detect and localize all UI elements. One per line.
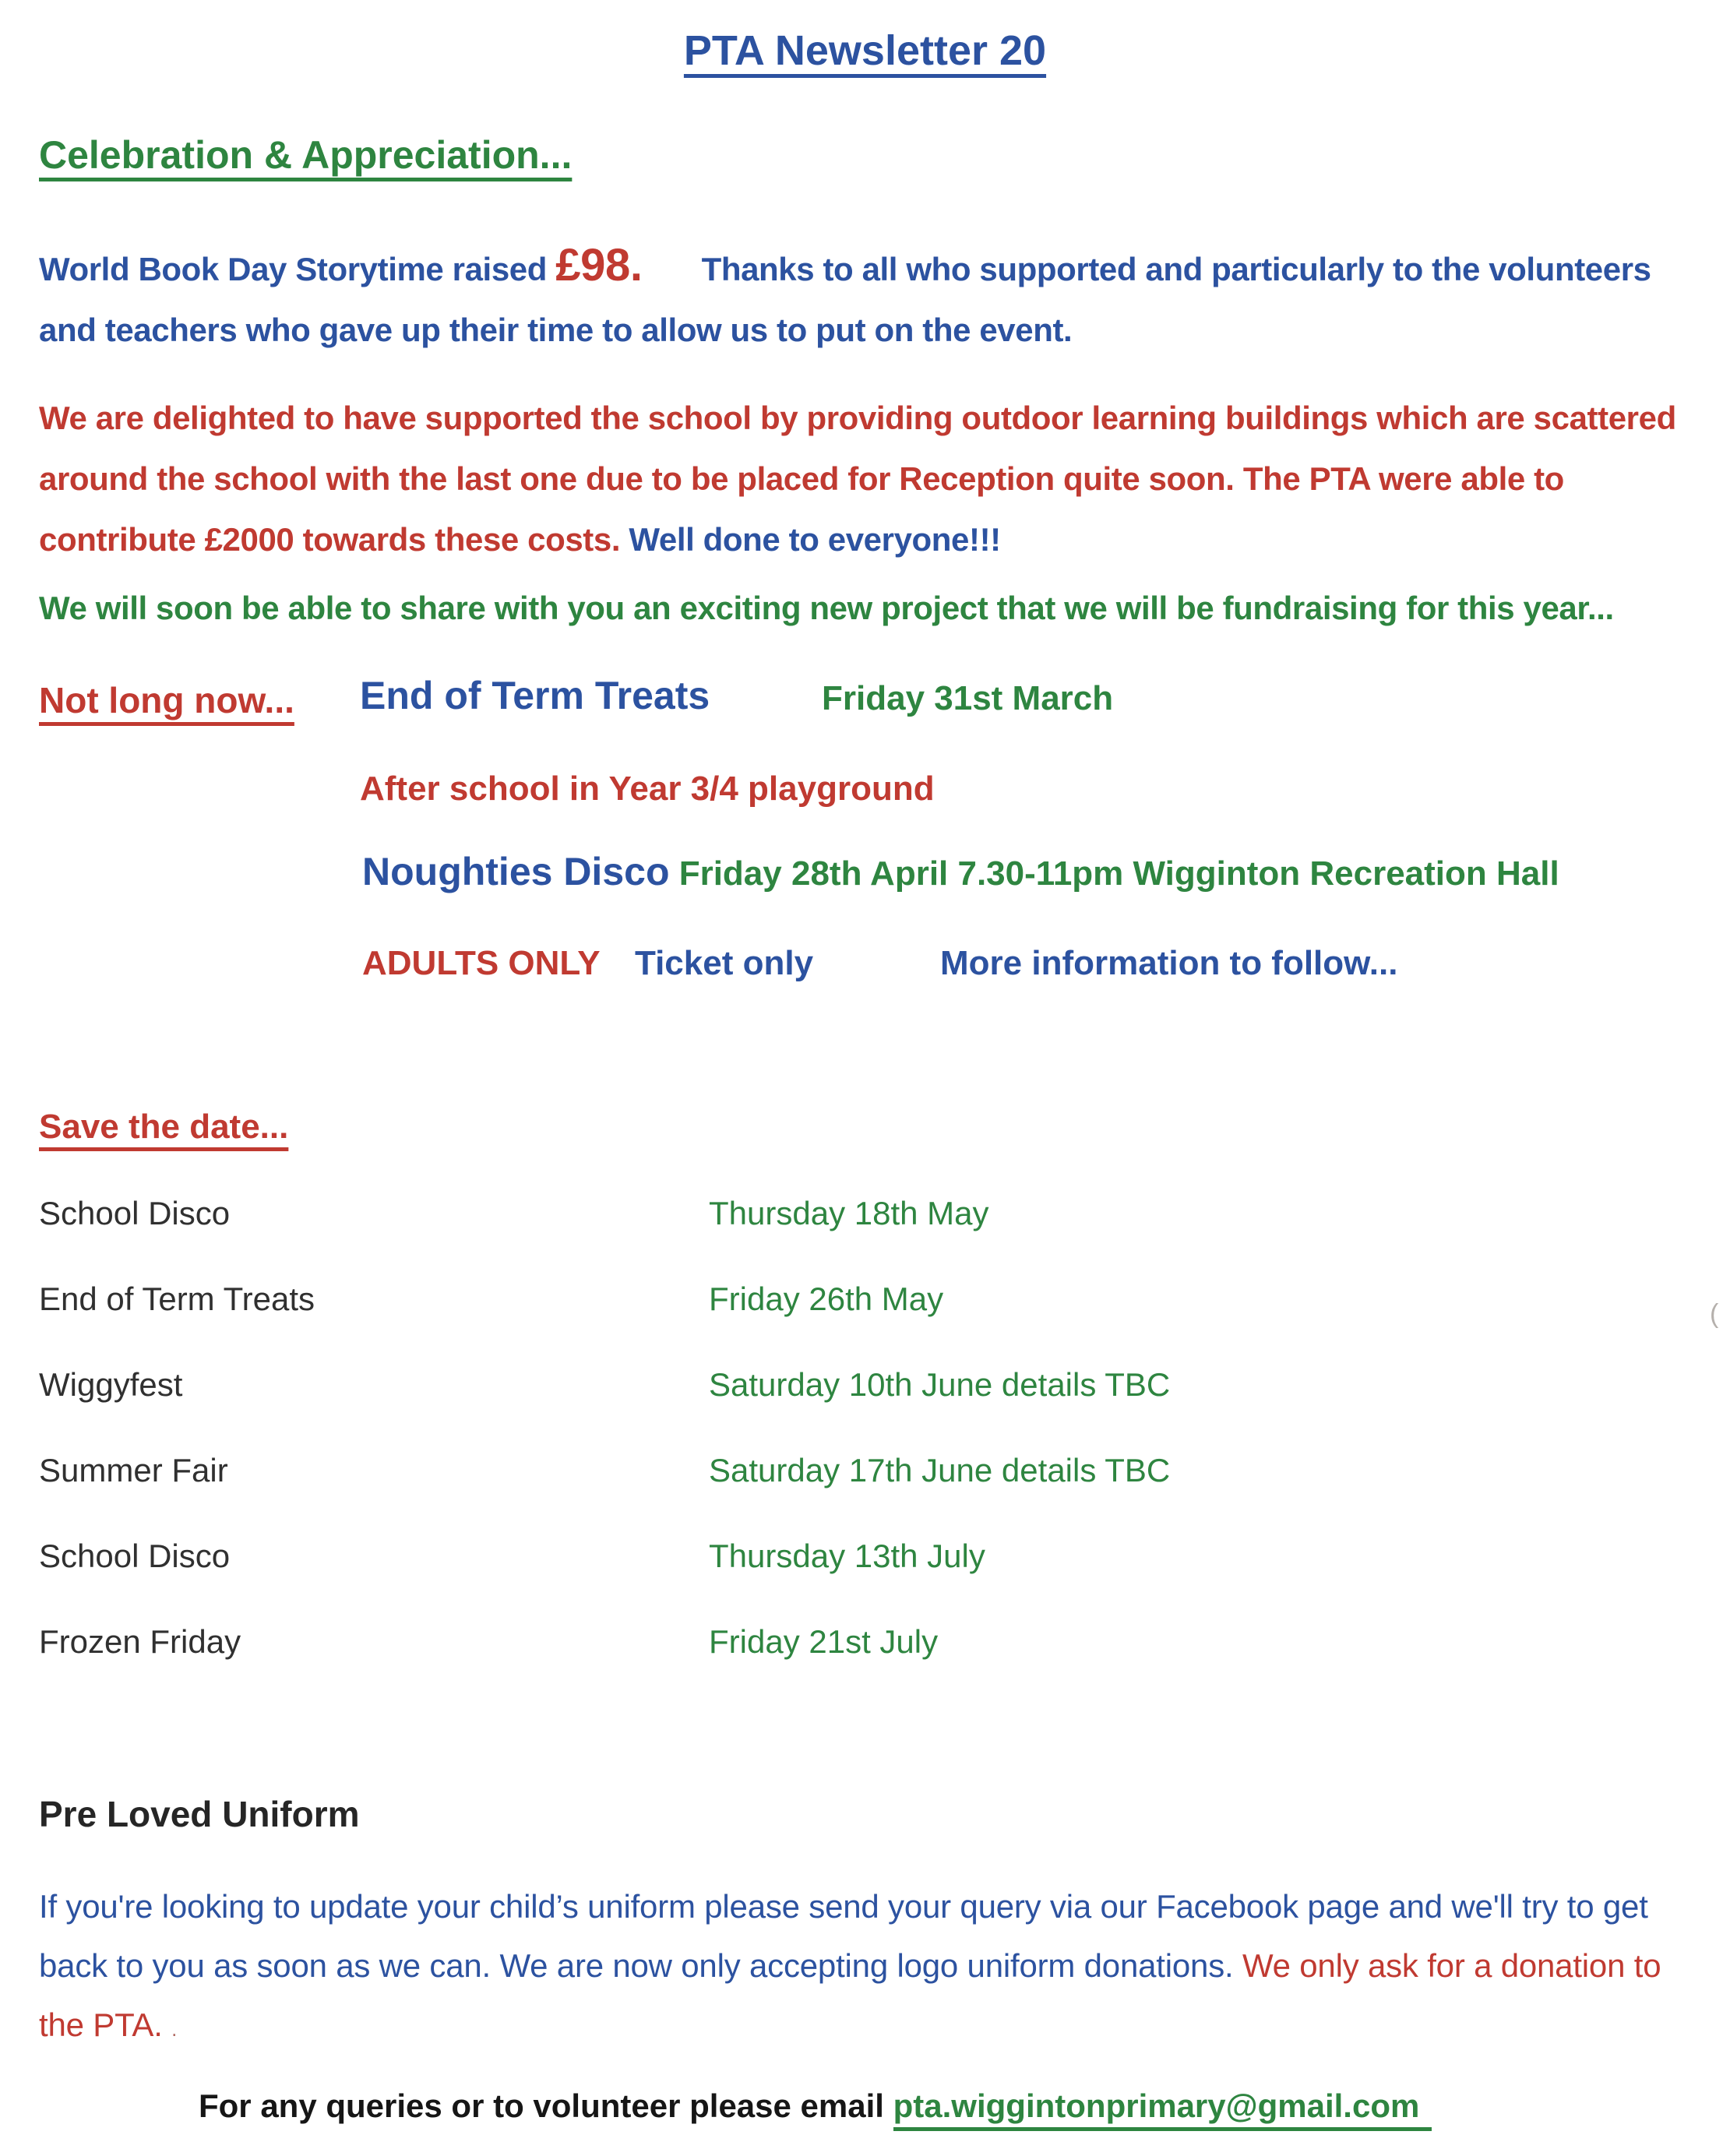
donation-note-text: We only ask for a donation to the PTA. [39, 1947, 1661, 2043]
page-title [0, 26, 1730, 75]
not-long-now-heading: Not long now... [39, 680, 294, 720]
world-book-day-lead: World Book Day Storytime raised [39, 251, 556, 287]
pre-loved-uniform-heading: Pre Loved Uniform [39, 1794, 360, 1834]
event-row [39, 1281, 1402, 1366]
pre-loved-uniform-paragraph [39, 1877, 1698, 2059]
more-information-label: More information to follow... [940, 944, 1398, 982]
event-name: Wiggyfest [39, 1366, 183, 1403]
event-row [39, 1366, 1402, 1452]
event-date: Thursday 18th May [709, 1195, 989, 1231]
save-the-date-list [39, 1195, 1402, 1709]
adults-only-line [362, 944, 1686, 999]
footer-contact-line [199, 2087, 1432, 2125]
raised-amount: £98. [555, 240, 643, 291]
event-date: Friday 21st July [709, 1623, 939, 1660]
outdoor-buildings-text: We are delighted to have supported the school by providing outdoor learning buildings which are scattered around the school with the last one due to be placed for Reception quite soon. The PTA were able to contribute £2000 towards these costs. [39, 400, 1676, 558]
well-done-text: Well done to everyone!!! [629, 521, 1001, 558]
outdoor-buildings-paragraph [39, 388, 1690, 570]
event-row [39, 1195, 1402, 1281]
noughties-disco-details: Friday 28th April 7.30-11pm Wigginton Recreation Hall [669, 854, 1559, 893]
event-date: Thursday 13th July [709, 1538, 985, 1574]
event-date: Friday 26th May [709, 1281, 944, 1317]
adults-only-label: ADULTS ONLY [362, 944, 601, 982]
scan-artifact-mark: ( [1710, 1299, 1719, 1329]
event-date: Saturday 17th June details TBC [709, 1452, 1171, 1488]
new-project-paragraph: We will soon be able to share with you an exciting new project that we will be fundraising for this year... [39, 590, 1614, 626]
not-long-now-row [39, 668, 1690, 746]
event-row [39, 1538, 1402, 1623]
noughties-disco-title: Noughties Disco [362, 850, 670, 893]
world-book-day-paragraph [39, 235, 1690, 361]
noughties-disco-line [362, 849, 1686, 894]
event-name: End of Term Treats [39, 1281, 315, 1317]
save-the-date-heading: Save the date... [39, 1108, 289, 1146]
event-name: Summer Fair [39, 1452, 228, 1488]
event-row [39, 1452, 1402, 1538]
footer-text: For any queries or to volunteer please email [199, 2087, 893, 2124]
end-of-term-treats-location: After school in Year 3/4 playground [360, 770, 935, 808]
event-row [39, 1623, 1402, 1709]
world-book-day-thanks: Thanks to all who supported and particularly to the volunteers and teachers who gave up their time to allow us to put on the event. [39, 251, 1651, 348]
event-name: Frozen Friday [39, 1623, 241, 1660]
end-of-term-treats-title: End of Term Treats [360, 674, 710, 717]
page-title-text: PTA Newsletter 20 [683, 27, 1047, 74]
ticket-only-label: Ticket only [635, 944, 814, 982]
celebration-heading: Celebration & Appreciation... [39, 133, 573, 177]
end-of-term-treats-date: Friday 31st March [822, 679, 1114, 717]
stray-dot: . [171, 2017, 178, 2041]
uniform-body-text: If you're looking to update your child’s uniform please send your query via our Facebook page and we'll try to get back to you as soon as we can. We are now only accepting logo uniform donations. [39, 1888, 1648, 1984]
contact-email-link[interactable]: pta.wiggintonprimary@gmail.com [893, 2087, 1432, 2131]
event-name: School Disco [39, 1195, 231, 1231]
event-date: Saturday 10th June details TBC [709, 1366, 1171, 1403]
event-name: School Disco [39, 1538, 231, 1574]
